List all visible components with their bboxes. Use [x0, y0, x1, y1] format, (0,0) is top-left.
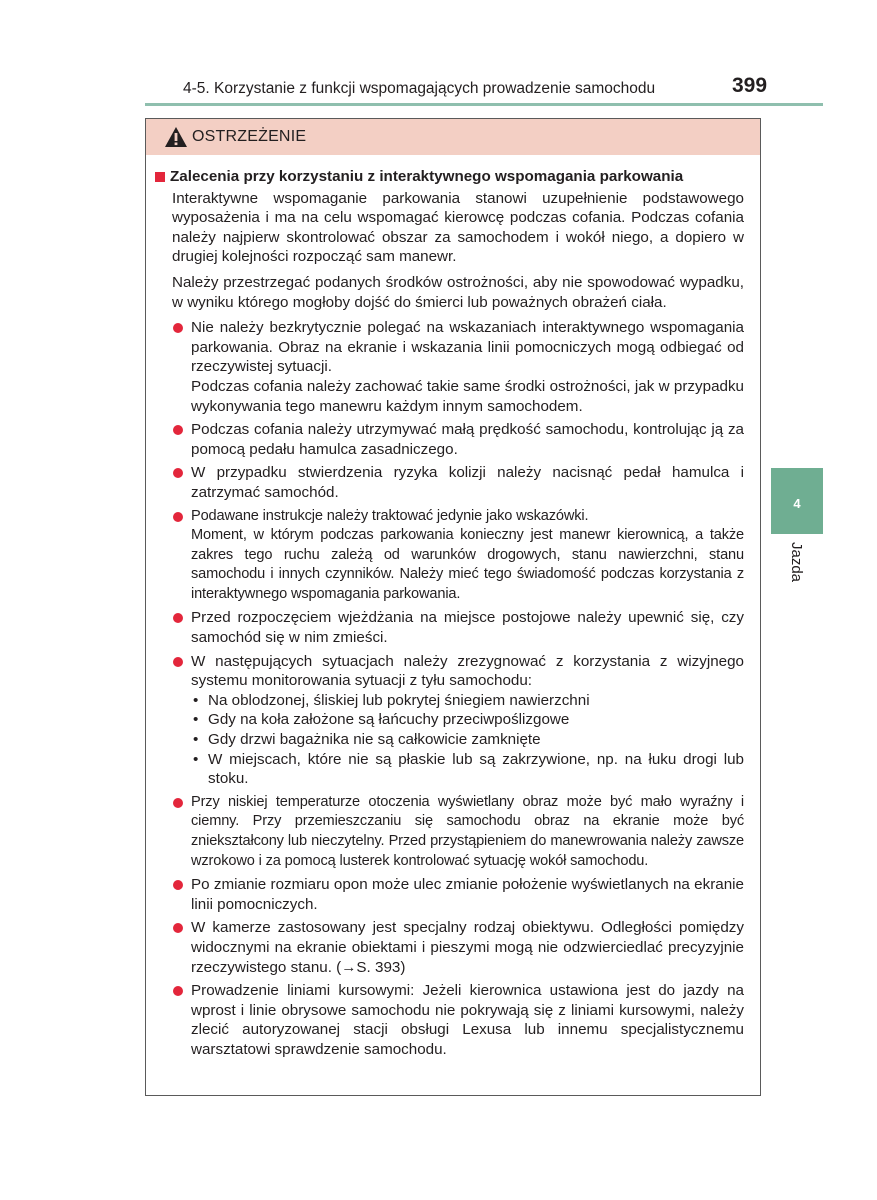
warning-item — [146, 981, 760, 1059]
intro-paragraph: Należy przestrzegać podanych środków ostrożności, aby nie spowodować wypadku, w wyniku którego mogłoby dojść do śmierci lub poważnych obrażeń ciała. — [172, 273, 744, 311]
chapter-tab-label — [787, 542, 807, 602]
warning-item-text: Podawane instrukcje należy traktować jedynie jako wskazówki. — [191, 507, 589, 524]
page-header — [145, 72, 775, 102]
warning-item-text: Prowadzenie liniami kursowymi: Jeżeli kierownica ustawiona jest do jazdy na wprost i linie obrysowe samochodu nie pokrywają się z liniami kursowymi, należy zlecić autoryzowanej stacji obsługi Lexusa lub innemu specjalistycznemu warsztatowi sprawdzenie samochodu. — [191, 982, 744, 1058]
warning-item — [146, 875, 760, 914]
warning-item — [146, 318, 760, 416]
red-bullet-icon — [173, 986, 183, 996]
warning-item — [146, 507, 760, 605]
warning-item — [146, 463, 760, 502]
header-rule — [145, 103, 823, 106]
warning-item — [146, 652, 760, 789]
warning-item — [146, 420, 760, 459]
warning-content — [146, 167, 760, 1064]
chapter-tab — [771, 468, 823, 534]
warning-item-text: Przy niskiej temperaturze otoczenia wyświetlany obraz może być mało wyraźny i ciemny. Przy przemieszczaniu się samochodu obraz na ekranie może być zniekształcony lub nieczytelny. Przed przystąpieniem do manewrowania należy zawsze wzrokowo i za pomocą lusterek kontrolować sytuację wokół samochodu. — [191, 793, 744, 869]
red-bullet-icon — [173, 468, 183, 478]
warning-box — [145, 118, 761, 1096]
red-bullet-icon — [173, 880, 183, 890]
warning-item — [146, 918, 760, 977]
warning-item — [146, 793, 760, 871]
chapter-tab-number: 4 — [793, 496, 801, 511]
red-bullet-icon — [173, 323, 183, 333]
chapter-title: 4-5. Korzystanie z funkcji wspomagających prowadzenie samochodu — [183, 80, 656, 97]
red-bullet-icon — [173, 613, 183, 623]
warning-item-text: Nie należy bezkrytycznie polegać na wskazaniach interaktywnego wspomagania parkowania. Obraz na ekranie i wskazania linii pomocniczych mogą odbiegać od rzeczywistej sytuacji. — [191, 319, 744, 376]
sub-list-item: • Gdy drzwi bagażnika nie są całkowicie zamknięte — [191, 730, 744, 750]
red-bullet-icon — [173, 425, 183, 435]
red-bullet-icon — [173, 657, 183, 667]
warning-item-text: W przypadku stwierdzenia ryzyka kolizji należy nacisnąć pedał hamulca i zatrzymać samochód. — [191, 464, 744, 501]
sub-list-item: • W miejscach, które nie są płaskie lub są zakrzywione, np. na łuku drogi lub stoku. — [191, 750, 744, 789]
warning-item-text: W następujących sytuacjach należy zrezygnować z korzystania z wizyjnego systemu monitorowania sytuacji z tyłu samochodu: — [191, 652, 744, 690]
warning-item-text: Moment, w którym podczas parkowania konieczny jest manewr kierownicą, a także zakres tego ruchu zależą od warunków drogowych, stanu nawierzchni, stanu samochodu i innych czynników. Należy mieć tego świadomość podczas korzystania z interaktywnego wspomagania parkowania. — [191, 527, 744, 602]
chapter-tab-label-text: Jazda — [788, 542, 805, 583]
section-title-text: Zalecenia przy korzystaniu z interaktywnego wspomagania parkowania — [170, 168, 684, 185]
sub-list-item: • Gdy na koła założone są łańcuchy przeciwpoślizgowe — [191, 710, 744, 730]
red-square-icon — [155, 172, 165, 182]
sub-list — [191, 691, 744, 789]
red-bullet-icon — [173, 798, 183, 808]
warning-item-text: W kamerze zastosowany jest specjalny rodzaj obiektywu. Odległości pomiędzy widocznymi na ekranie obiektami i pieszymi mogą nie odzwierciedlać precyzyjnie rzeczywistego stanu. (→S. 393) — [191, 919, 744, 976]
warning-title: OSTRZEŻENIE — [192, 128, 307, 145]
warning-item-text: Podczas cofania należy zachować takie same środki ostrożności, jak w przypadku wykonywania tego manewru każdym innym samochodem. — [191, 377, 744, 415]
warning-item-text: Po zmianie rozmiaru opon może ulec zmianie położenie wyświetlanych na ekranie linii pomocniczych. — [191, 876, 744, 913]
warning-item — [146, 608, 760, 647]
intro-paragraph: Interaktywne wspomaganie parkowania stanowi uzupełnienie podstawowego wyposażenia i ma na celu wspomagać kierowcę podczas cofania. Podczas cofania należy najpierw skontrolować obszar za samochodem i wokół niego, a dopiero w drugiej kolejności rozpocząć sam manewr. — [172, 189, 744, 266]
red-bullet-icon — [173, 512, 183, 522]
page-number: 399 — [732, 74, 768, 97]
warning-header — [146, 119, 760, 155]
section-title — [146, 167, 760, 187]
warning-item-text: Podczas cofania należy utrzymywać małą prędkość samochodu, kontrolując ją za pomocą pedału hamulca zasadniczego. — [191, 421, 744, 458]
warning-item-text: Przed rozpoczęciem wjeżdżania na miejsce postojowe należy upewnić się, czy samochód się w nim zmieści. — [191, 609, 744, 647]
warning-triangle-icon — [164, 126, 188, 148]
sub-list-item: • Na oblodzonej, śliskiej lub pokrytej śniegiem nawierzchni — [191, 691, 744, 711]
red-bullet-icon — [173, 923, 183, 933]
